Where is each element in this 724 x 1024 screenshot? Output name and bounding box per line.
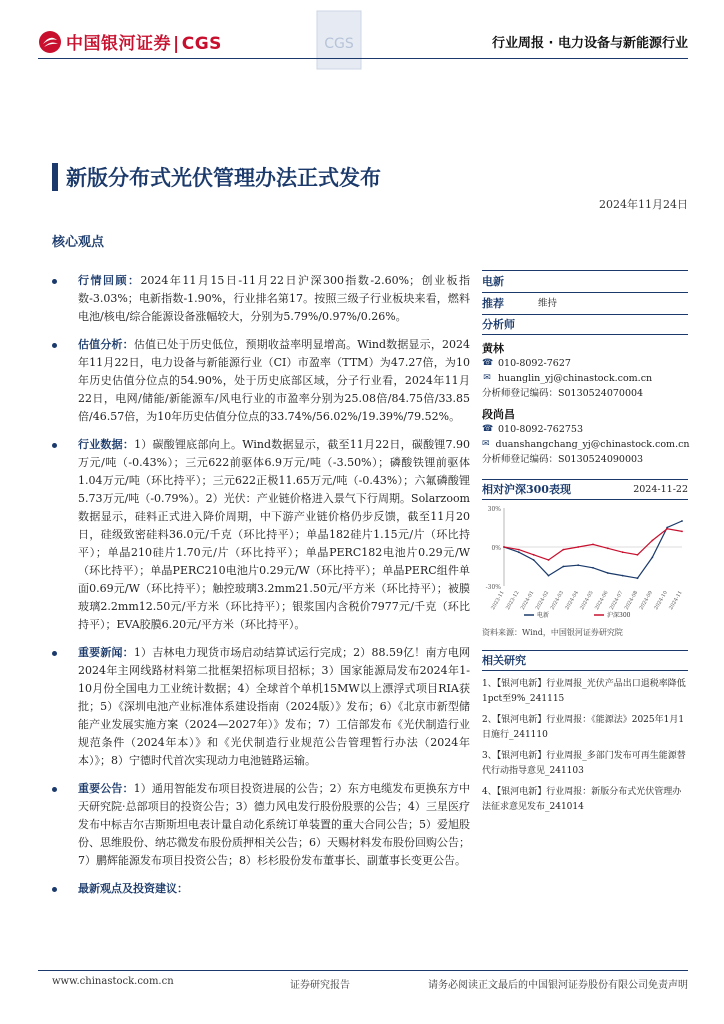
y-tick-label: 0% — [491, 545, 501, 552]
data-point — [562, 549, 564, 551]
rating-row — [482, 292, 688, 314]
data-point — [637, 577, 639, 579]
data-point — [577, 546, 579, 548]
data-point — [681, 531, 683, 533]
data-point — [637, 554, 639, 556]
related-item[interactable]: 1、【银河电新】行业周报_光伏产品出口退税率降低1pct至9%_241115 — [482, 679, 686, 704]
data-point — [503, 546, 505, 548]
watermark-text: CGS — [324, 36, 354, 52]
analyst-name: 段尚昌 — [482, 408, 515, 421]
x-tick-label: 2023-12 — [504, 590, 521, 611]
data-point — [592, 567, 594, 569]
brand-logo-icon — [38, 30, 62, 54]
brand-name-en: CGS — [181, 34, 222, 54]
title-accent-bar — [52, 163, 58, 191]
footer-divider — [38, 970, 688, 971]
data-point — [533, 559, 535, 561]
y-tick-label: 30% — [487, 506, 501, 513]
analyst-name: 黄林 — [482, 342, 504, 355]
data-point — [607, 572, 609, 574]
x-tick-label: 2024-10 — [653, 590, 669, 611]
bullet-market-review: 行情回顾：2024年11月15日-11月22日沪深300指数-2.60%；创业板指数-3.03%；电新指数-1.90%，行业排名第17。按照三级子行业板块来看，燃料电池/核电/综合能源设备涨幅较大，分别为5.79%/0.97%/0.26%。 — [52, 272, 470, 326]
chart-source: 资料来源：Wind，中国银河证券研究院 — [482, 628, 623, 637]
x-tick-label: 2024-09 — [638, 590, 655, 611]
watermark-logo — [316, 10, 362, 70]
analyst-email[interactable]: duanshangchang_yj@chinastock.com.cn — [495, 439, 690, 450]
email-icon: ✉ — [483, 373, 491, 383]
bullet-news: 重要新闻：1）吉林电力现货市场启动结算试运行完成；2）88.59亿！南方电网2024年主网线路材料第二批框架招标项目招标；3）国家能源局发布2024年1-10月份全国电力工业统计数据；4）全球首个单机15MW以上漂浮式项目RIA获批；5）《深圳电池产业标准体系建设指南（2024版）》发布；6）《北京市新型储能产业发展实施方案（2024—2027年）》发布；7）工信部发布《光伏制造行业规范条件（2024年本）》和《光伏制造行业规范公告管理暂行办法（2024年本）》；8）宁德时代首次实现动力电池链路运输。 — [52, 644, 470, 770]
data-point — [622, 575, 624, 577]
x-tick-label: 2024-03 — [549, 590, 566, 611]
data-point — [548, 575, 550, 577]
legend-label: 沪深300 — [607, 612, 631, 619]
x-tick-label: 2024-05 — [579, 590, 595, 611]
header-divider — [38, 58, 688, 59]
core-view-heading: 核心观点 — [52, 235, 105, 250]
sector-label: 电新 — [482, 275, 504, 288]
analyst-phone: 010-8092-7627 — [498, 358, 571, 369]
bullet-valuation: 估值分析：估值已处于历史低位，预期收益率明显增高。Wind数据显示，2024年11月22日，电力设备与新能源行业（CI）市盈率（TTM）为47.27倍，为10年历史估值分位点的54.90%，处于历史底部区域，分子行业看，2024年11月22日，电网/储能/新能源车/风电行业的市盈率分别为25.08倍/84.75倍/33.85倍/46.57倍，为10年历史估值分位点的33.74%/56.02%/19.39%/79.52%。 — [52, 336, 470, 426]
report-category: 行业周报 · 电力设备与新能源行业 — [492, 36, 688, 51]
chart-date: 2024-11-22 — [633, 484, 688, 495]
chart-heading — [482, 479, 688, 500]
analyst-heading: 分析师 — [482, 314, 688, 335]
data-point — [681, 520, 683, 522]
analyst-card — [482, 407, 688, 467]
rating-label: 推荐 — [482, 297, 504, 310]
x-tick-label: 2023-11 — [490, 590, 506, 611]
analyst-email[interactable]: huanglin_yj@chinastock.com.cn — [498, 373, 653, 384]
x-tick-label: 2024-06 — [593, 590, 610, 611]
related-research-heading: 相关研究 — [482, 650, 688, 671]
analyst-phone: 010-8092-762753 — [498, 424, 583, 435]
data-point — [651, 557, 653, 559]
bullet-announcements: 重要公告：1）通用智能发布项目投资进展的公告；2）东方电缆发布更换东方中天研究院·总部项目的投资公告；3）德力风电发行股份股票的公告；4）三星医疗发布中标吉尔吉斯斯坦电表计量自动化系统订单装置的重大合同公告；5）爱旭股份、思维股份、纳芯微发布股份质押相关公告；6）天赐材料发布股份回购公告；7）鹏辉能源发布项目投资公告；8）杉杉股份发布董事长、副董事长变更公告。 — [52, 780, 470, 870]
brand-name-cn: 中国银河证券 — [66, 34, 171, 54]
data-point — [518, 551, 520, 553]
related-item[interactable]: 4、【银河电新】行业周报：新版分布式光伏管理办法征求意见发布_241014 — [482, 787, 682, 812]
related-item[interactable]: 3、【银河电新】行业周报_多部门发布可再生能源替代行动指导意见_241103 — [482, 751, 686, 776]
x-tick-label: 2024-01 — [519, 590, 536, 611]
footer-disclaimer: 请务必阅读正文最后的中国银河证券股份有限公司免责声明 — [428, 980, 688, 991]
x-tick-label: 2024-08 — [623, 590, 640, 611]
phone-icon: ☎ — [482, 358, 494, 368]
x-tick-label: 2024-11 — [668, 590, 684, 611]
chart-title: 相对沪深300表现 — [482, 483, 571, 496]
data-point — [592, 544, 594, 546]
performance-chart — [482, 500, 688, 620]
footer-report-type: 证券研究报告 — [290, 980, 350, 991]
analyst-cert: 分析师登记编码：S0130524090003 — [482, 454, 644, 465]
report-date: 2024年11月24日 — [599, 198, 688, 211]
page-title: 新版分布式光伏管理办法正式发布 — [66, 165, 381, 190]
y-tick-label: -30% — [485, 584, 501, 591]
data-point — [651, 540, 653, 542]
related-item[interactable]: 2、【银河电新】行业周报：《能源法》2025年1月1日施行_241110 — [482, 715, 685, 740]
data-point — [577, 564, 579, 566]
data-point — [562, 566, 564, 568]
email-icon: ✉ — [482, 439, 490, 449]
data-point — [548, 559, 550, 561]
footer-url[interactable]: www.chinastock.com.cn — [52, 976, 174, 987]
x-tick-label: 2024-04 — [564, 590, 580, 611]
brand-name: 中国银河证券 | CGS — [66, 34, 222, 54]
data-point — [533, 554, 535, 556]
rating-value: 维持 — [538, 298, 558, 309]
analyst-card — [482, 341, 688, 401]
phone-icon: ☎ — [482, 424, 494, 434]
analyst-cert: 分析师登记编码：S0130524070004 — [482, 388, 644, 399]
legend-label: 电新 — [537, 612, 550, 619]
bullet-industry-data: 行业数据：1）碳酸锂底部向上。Wind数据显示，截至11月22日，碳酸锂7.90万元/吨（-0.43%）；三元622前驱体6.9万元/吨（-3.50%）；磷酸铁锂前驱体1.04万元/吨（环比持平）；三元622正极11.65万元/吨（-0.43%）；六氟磷酸锂5.73万元/吨（-0.79%）。2）光伏：产业链价格进入景气下行周期。Solarzoom数据显示，硅料正式进入降价周期，中下游产业链价格仍步反馈，截至11月20日，硅级致密硅料36.0元/千克（环比持平）；单晶182硅片1.15元/片（环比持平）；单晶210硅片1.70元/片（环比持平）；单晶PERC182电池片0.29元/W（环比持平）；单晶PERC210电池片0.29元/W（环比持平）；单晶PERC组件单面0.69元/W（环比持平）；触控玻璃3.2mm21.50元/平方米（环比持平）；被膜玻璃2.2mm12.50元/平方米（环比持平）；银浆国内含税价7977元/千克（环比持平）；EVA胶膜6.20元/平方米（环比持平）。 — [52, 436, 470, 634]
data-point — [518, 549, 520, 551]
data-point — [622, 551, 624, 553]
bullet-investment-advice: 最新观点及投资建议： — [52, 880, 470, 898]
data-point — [607, 547, 609, 549]
series-line — [504, 521, 682, 578]
main-content — [52, 272, 470, 908]
sidebar — [482, 270, 688, 815]
x-tick-label: 2024-02 — [534, 590, 551, 611]
data-point — [666, 528, 668, 530]
x-tick-label: 2024-07 — [608, 590, 625, 611]
